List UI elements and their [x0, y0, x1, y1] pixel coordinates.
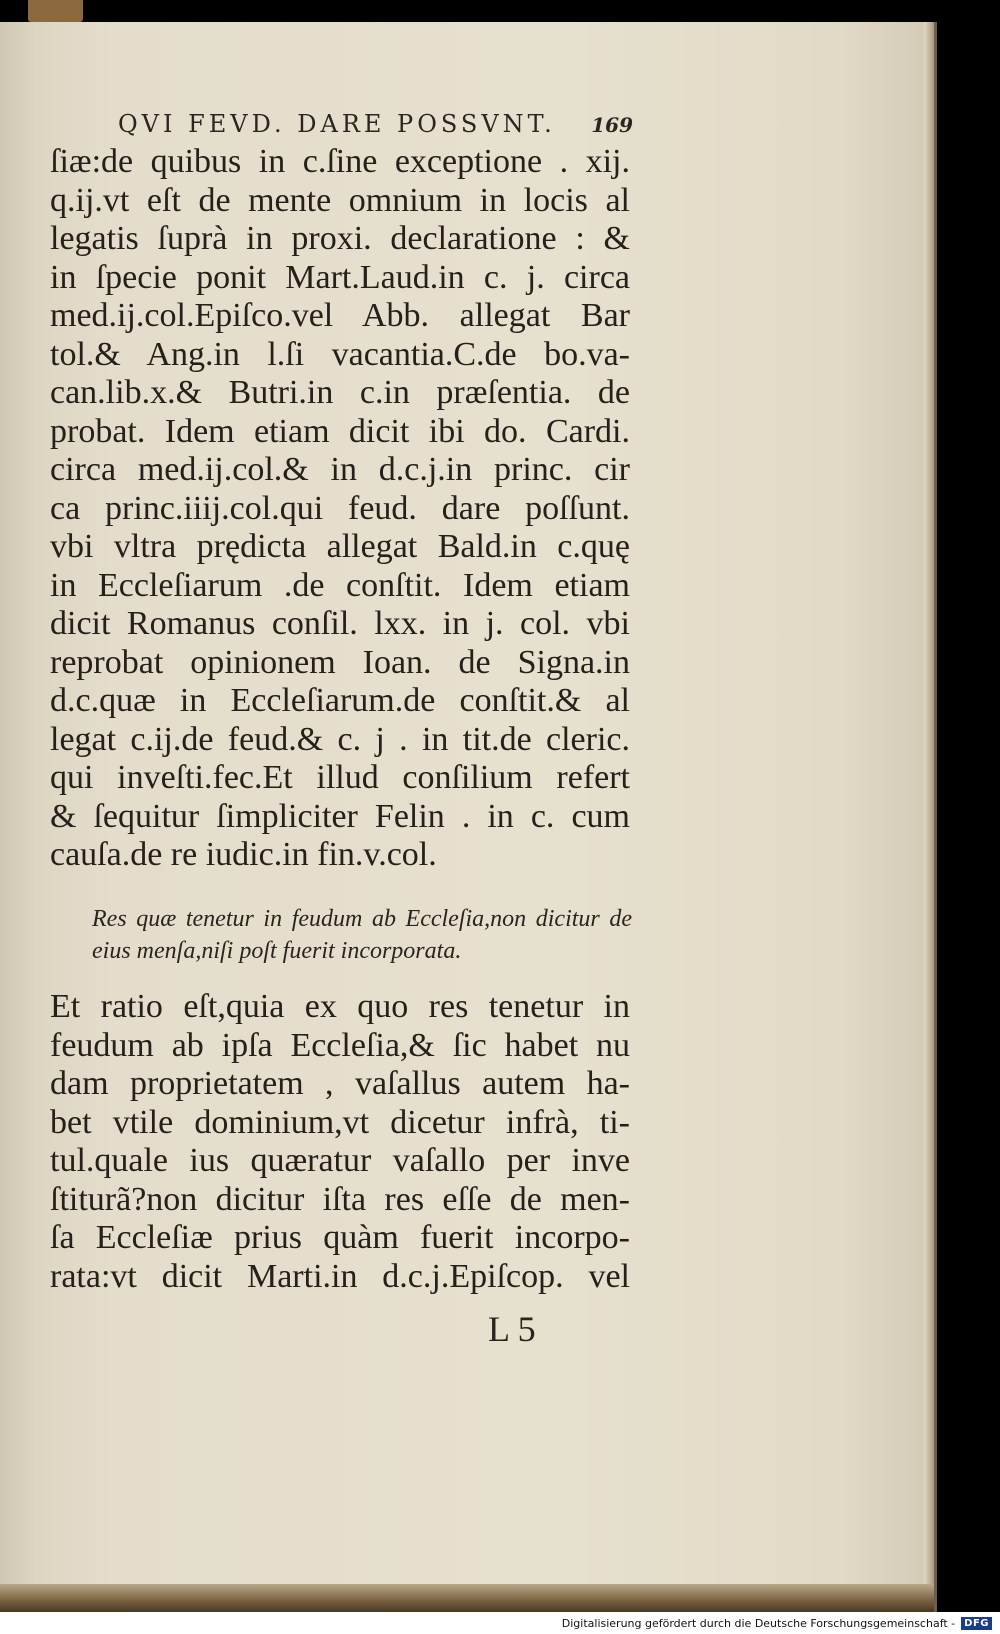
text-line: feudum ab ipſa Eccleſia,& ſic habet nu [50, 1026, 630, 1064]
dfg-logo: DFG [961, 1617, 992, 1630]
signature-mark: L 5 [488, 1309, 536, 1349]
running-title: QVI FEVD. DARE POSSVNT. [118, 110, 556, 138]
text-line: vbi vltra prędicta allegat Bald.in c.quę [50, 528, 630, 565]
marginal-note [92, 903, 632, 967]
text-line: Et ratio eſt,quia ex quo res tenetur in [50, 988, 630, 1025]
text-line: reprobat opinionem Ioan. de Signa.in [50, 643, 630, 681]
folio-number: 169 [591, 113, 633, 137]
text-line: ca princ.iiij.col.qui feud. dare poſſunt. [50, 489, 630, 527]
text-line: probat. Idem etiam dicit ibi do. Cardi. [50, 412, 630, 450]
text-line: q.ij.vt eſt de mente omnium in locis al [50, 181, 630, 219]
note-line: Res quæ tenetur in feudum ab Eccleſia,non dicitur de [92, 906, 632, 932]
text-line: tul.quale ius quæratur vaſallo per inve [50, 1142, 630, 1179]
page-edge-right [924, 22, 934, 1612]
text-line: med.ij.col.Epiſco.vel Abb. allegat Bar [50, 297, 630, 334]
text-line: legat c.ij.de feud.& c. j . in tit.de cleric. [50, 720, 630, 758]
text-line: ſiæ:de quibus in c.ſine exceptione . xij. [50, 143, 630, 180]
text-line: & ſequitur ſimpliciter Felin . in c. cum [50, 797, 630, 835]
paragraph-1 [50, 143, 630, 875]
text-line: in Eccleſiarum .de conſtit. Idem etiam [50, 566, 630, 604]
text-line: ſtiturã?non dicitur iſta res eſſe de men- [50, 1180, 630, 1218]
text-line: circa med.ij.col.& in d.c.j.in princ. cir [50, 451, 630, 488]
text-line: qui inveſti.fec.Et illud conſilium refert [50, 759, 630, 796]
text-line: in ſpecie ponit Mart.Laud.in c. j. circa [50, 258, 630, 296]
text-line: cauſa.de re iudic.in fin.v.col. [50, 836, 437, 873]
text-line: bet vtile dominium,vt dicetur infrà, ti- [50, 1103, 630, 1141]
bookmark-tab [28, 0, 83, 22]
text-line: d.c.quæ in Eccleſiarum.de conſtit.& al [50, 682, 630, 719]
text-line: tol.& Ang.in l.ſi vacantia.C.de bo.va- [50, 335, 630, 373]
footer-credit: Digitalisierung gefördert durch die Deutsche Forschungsgemeinschaft - [561, 1616, 956, 1630]
page-edge-bottom [0, 1584, 934, 1612]
text-line: can.lib.x.& Butri.in c.in præſentia. de [50, 374, 630, 411]
text-line: legatis ſuprà in proxi. declaratione : & [50, 220, 630, 257]
digitization-footer [0, 1612, 1000, 1634]
text-line: ſa Eccleſiæ prius quàm fuerit incorpo- [50, 1219, 630, 1256]
paragraph-2 [50, 988, 630, 1296]
text-line: dicit Romanus conſil. lxx. in j. col. vbi [50, 605, 630, 642]
running-head [118, 110, 633, 138]
note-line: eius menſa,niſi poſt fuerit incorporata. [92, 938, 462, 964]
text-line: dam proprietatem , vaſallus autem ha- [50, 1065, 630, 1102]
text-line: rata:vt dicit Marti.in d.c.j.Epiſcop. vel [50, 1257, 630, 1295]
